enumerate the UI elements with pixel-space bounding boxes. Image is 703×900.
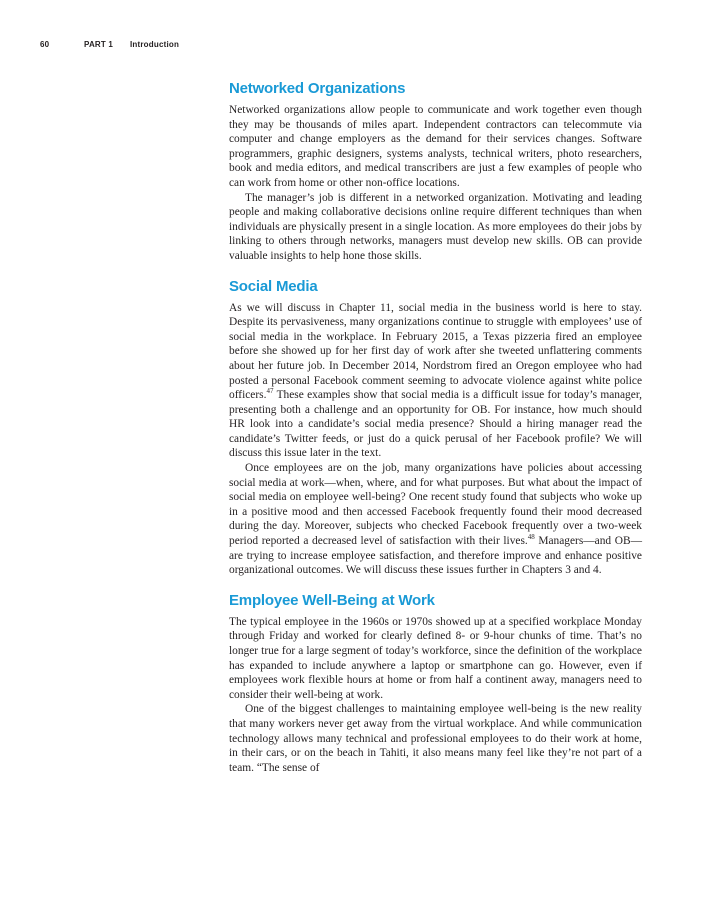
paragraph: One of the biggest challenges to maintaining employee well-being is the new reality that many workers never get away from the virtual workplace. And while communication technology allows many technical and professional employees to do their work at home, in their cars, or on the beach in Tahiti, it also means many feel like they’re not part of a team. “The sense of [229,703,642,774]
paragraph [229,461,642,578]
paragraph: The manager’s job is different in a networked organization. Motivating and leading people and making collaborative decisions online require different techniques than when individuals are physically present in a single location. As more employees do their jobs by linking to others through networks, managers must develop new skills. OB can provide valuable insights to help hone those skills. [229,191,642,262]
section-networked-organizations [229,80,642,264]
section-employee-well-being [229,592,642,776]
part-label: PART 1 [84,40,114,49]
section-heading: Employee Well-Being at Work [229,591,435,609]
paragraph-text: Managers—and OB—are trying to increase employee satisfaction, and therefore improve and enhance positive organizational outcomes. We will discuss these issues further in Chapters 3 and 4. [229,535,642,577]
running-head [40,40,179,49]
footnote-ref-47: 47 [266,387,274,396]
paragraph: The typical employee in the 1960s or 1970s showed up at a specified workplace Monday through Friday and worked for clearly defined 8- or 9-hour chunks of time. That’s no longer true for a large segment of today’s workforce, since the definition of the workplace has expanded to include anywhere a laptop or smartphone can go. However, even if employees work flexible hours at home or from half a continent away, managers need to consider their well-being at work. [229,615,642,701]
paragraph [229,301,642,462]
part-title: Introduction [130,40,180,49]
section-heading: Social Media [229,277,318,295]
footnote-ref-48: 48 [527,533,535,542]
page-number: 60 [40,40,50,49]
paragraph-text: These examples show that social media is a difficult issue for today’s manager, presenting both a challenge and an opportunity for OB. For instance, how much should HR look into a candidate’s social media presence? Should a hiring manager read the candidate’s Twitter feeds, or just do a quick perusal of her Facebook profile? We will discuss this issue later in the text. [229,389,642,460]
body-column [229,80,642,789]
section-social-media [229,278,642,578]
section-heading: Networked Organizations [229,80,406,97]
paragraph-text: Once employees are on the job, many organizations have policies about accessing social media at work—when, where, and for what purposes. But what about the impact of social media on employee well-being? One recent study found that subjects who woke up in a positive mood and then accessed Facebook frequently found their mood decreased during the day. Moreover, subjects who checked Facebook frequently over a two-week period reported a decreased level of satisfaction with their lives. [229,462,642,548]
paragraph-text: As we will discuss in Chapter 11, social media in the business world is here to stay. Despite its pervasiveness, many organizations continue to struggle with employees’ use of social media in the workplace. In February 2015, a Texas pizzeria fired an employee before she showed up for her first day of work after she tweeted unflattering comments about her future job. In December 2014, Nordstrom fired an Oregon employee who had posted a personal Facebook comment seeming to advocate violence against white police officers. [229,301,642,402]
paragraph: Networked organizations allow people to communicate and work together even though they may be thousands of miles apart. Independent contractors can telecommute via computer and change employers as the demand for their services changes. Software programmers, graphic designers, systems analysts, technical writers, photo researchers, book and media editors, and medical transcribers are just a few examples of people who can work from home or other non-office locations. [229,104,642,189]
